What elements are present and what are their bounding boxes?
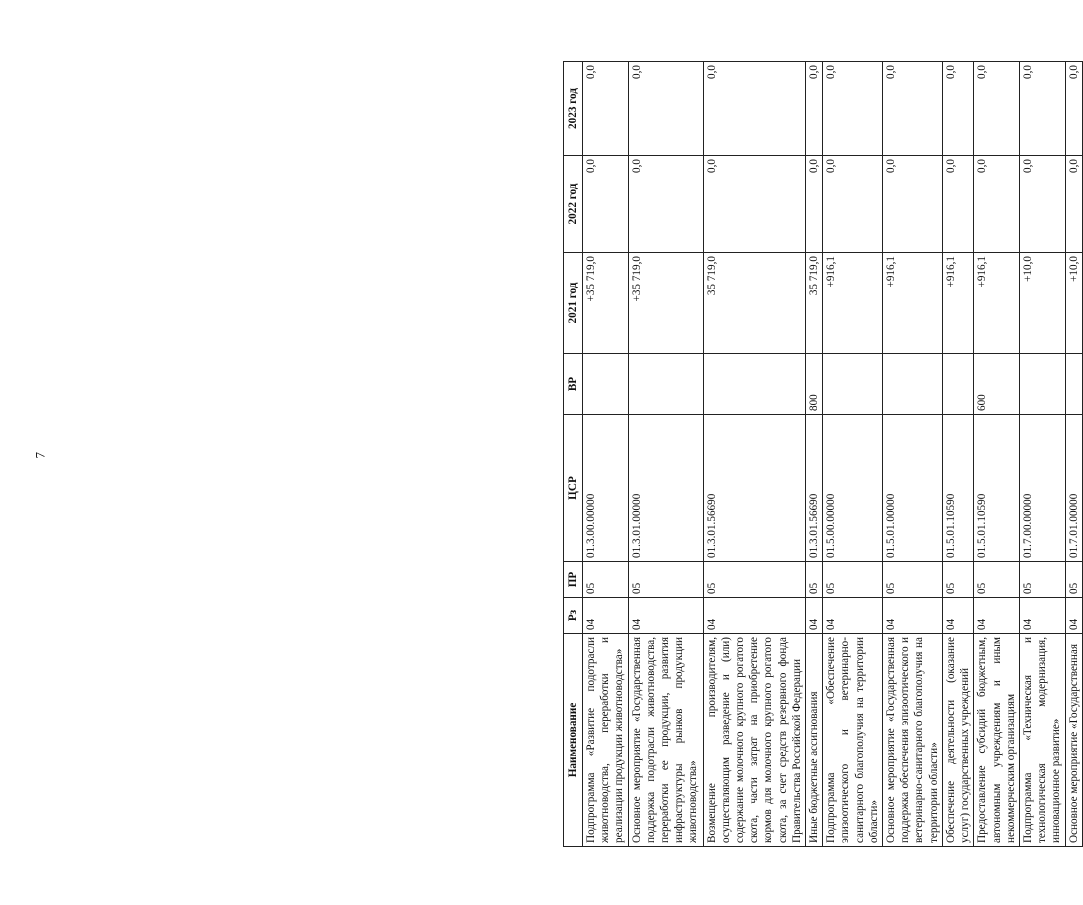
cell-name: Обеспечение деятельности (оказание услуг) государственных учреждений: [943, 634, 974, 847]
cell-rz: 04: [628, 598, 703, 634]
cell-2023: 0,0: [628, 62, 703, 156]
cell-vr: [883, 354, 943, 415]
cell-vr: [628, 354, 703, 415]
cell-2022: 0,0: [883, 156, 943, 253]
cell-2021: +916,1: [883, 253, 943, 354]
cell-csr: 01.3.01.00000: [628, 415, 703, 562]
cell-2023: 0,0: [943, 62, 974, 156]
cell-vr: 800: [806, 354, 823, 415]
cell-rz: 04: [823, 598, 883, 634]
header-vr: ВР: [564, 354, 583, 415]
cell-rz: 04: [974, 598, 1020, 634]
cell-2023: 0,0: [974, 62, 1020, 156]
cell-2022: 0,0: [703, 156, 805, 253]
cell-rz: 04: [583, 598, 629, 634]
header-pr: ПР: [564, 562, 583, 598]
page-number: 7: [32, 452, 48, 459]
cell-2021: +916,1: [823, 253, 883, 354]
table-row: [883, 62, 943, 847]
cell-rz: 04: [806, 598, 823, 634]
header-csr: ЦСР: [564, 415, 583, 562]
cell-rz: 04: [703, 598, 805, 634]
cell-2021: 35 719,0: [806, 253, 823, 354]
cell-2022: 0,0: [943, 156, 974, 253]
cell-name: Основное мероприятие «Государственная: [1065, 634, 1082, 847]
cell-vr: [703, 354, 805, 415]
table-row: [806, 62, 823, 847]
cell-vr: [583, 354, 629, 415]
cell-2022: 0,0: [628, 156, 703, 253]
cell-name: Подпрограмма «Техническая и технологическая модернизация, инновационное развитие»: [1020, 634, 1066, 847]
cell-rz: 04: [883, 598, 943, 634]
cell-name: Возмещение производителям, осуществляющим разведение и (или) содержание молочного крупного рогатого скота, части затрат на приобретение кормов для молочного крупного рогатого скота, за счет средств резервного фонда Правительства Российской Федерации: [703, 634, 805, 847]
cell-2023: 0,0: [823, 62, 883, 156]
cell-2023: 0,0: [883, 62, 943, 156]
cell-pr: 05: [823, 562, 883, 598]
table-header-row: [564, 62, 583, 847]
cell-pr: 05: [1020, 562, 1066, 598]
cell-csr: 01.5.01.00000: [883, 415, 943, 562]
table-row: [943, 62, 974, 847]
cell-vr: [1065, 354, 1082, 415]
cell-csr: 01.3.00.00000: [583, 415, 629, 562]
cell-name: Предоставление субсидий бюджетным, автономным учреждениям и иным некоммерческим организациям: [974, 634, 1020, 847]
cell-2021: +916,1: [943, 253, 974, 354]
cell-csr: 01.5.00.00000: [823, 415, 883, 562]
budget-table-container: [563, 62, 1080, 847]
cell-pr: 05: [974, 562, 1020, 598]
cell-2022: 0,0: [1020, 156, 1066, 253]
cell-vr: [943, 354, 974, 415]
cell-2022: 0,0: [974, 156, 1020, 253]
cell-2023: 0,0: [583, 62, 629, 156]
cell-pr: 05: [703, 562, 805, 598]
cell-rz: 04: [1065, 598, 1082, 634]
cell-2022: 0,0: [823, 156, 883, 253]
cell-2021: +35 719,0: [583, 253, 629, 354]
cell-rz: 04: [1020, 598, 1066, 634]
cell-vr: 600: [974, 354, 1020, 415]
cell-2023: 0,0: [806, 62, 823, 156]
cell-2022: 0,0: [806, 156, 823, 253]
cell-2021: +916,1: [974, 253, 1020, 354]
header-2022: 2022 год: [564, 156, 583, 253]
cell-name: Иные бюджетные ассигнования: [806, 634, 823, 847]
cell-vr: [823, 354, 883, 415]
table-row: [628, 62, 703, 847]
cell-2022: 0,0: [1065, 156, 1082, 253]
cell-pr: 05: [583, 562, 629, 598]
budget-table: [563, 61, 1083, 847]
table-row: [703, 62, 805, 847]
cell-2023: 0,0: [1020, 62, 1066, 156]
cell-name: Основное мероприятие «Государственная поддержка подотрасли животноводства, переработки ее продукции, развития инфраструктуры рынков продукции животноводства»: [628, 634, 703, 847]
header-rz: Рз: [564, 598, 583, 634]
cell-2022: 0,0: [583, 156, 629, 253]
cell-rz: 04: [943, 598, 974, 634]
cell-csr: 01.3.01.56690: [806, 415, 823, 562]
cell-csr: 01.7.00.00000: [1020, 415, 1066, 562]
table-row: [1065, 62, 1082, 847]
header-2023: 2023 год: [564, 62, 583, 156]
cell-2021: +10,0: [1065, 253, 1082, 354]
cell-2023: 0,0: [1065, 62, 1082, 156]
cell-2021: 35 719,0: [703, 253, 805, 354]
cell-name: Основное мероприятие «Государственная поддержка обеспечения эпизоотического и ветеринарно-санитарного благополучия на территории области»: [883, 634, 943, 847]
table-row: [1020, 62, 1066, 847]
cell-pr: 05: [943, 562, 974, 598]
header-name: Наименование: [564, 634, 583, 847]
cell-name: Подпрограмма «Обеспечение эпизоотического и ветеринарно-санитарного благополучия на территории области»: [823, 634, 883, 847]
table-row: [974, 62, 1020, 847]
cell-pr: 05: [806, 562, 823, 598]
cell-2023: 0,0: [703, 62, 805, 156]
cell-pr: 05: [628, 562, 703, 598]
cell-csr: 01.3.01.56690: [703, 415, 805, 562]
cell-pr: 05: [883, 562, 943, 598]
cell-2021: +35 719,0: [628, 253, 703, 354]
table-row: [823, 62, 883, 847]
header-2021: 2021 год: [564, 253, 583, 354]
cell-csr: 01.5.01.10590: [943, 415, 974, 562]
cell-pr: 05: [1065, 562, 1082, 598]
cell-2021: +10,0: [1020, 253, 1066, 354]
table-row: [583, 62, 629, 847]
cell-name: Подпрограмма «Развитие подотрасли животноводства, переработки и реализации продукции животноводства»: [583, 634, 629, 847]
cell-csr: 01.5.01.10590: [974, 415, 1020, 562]
cell-vr: [1020, 354, 1066, 415]
cell-csr: 01.7.01.00000: [1065, 415, 1082, 562]
